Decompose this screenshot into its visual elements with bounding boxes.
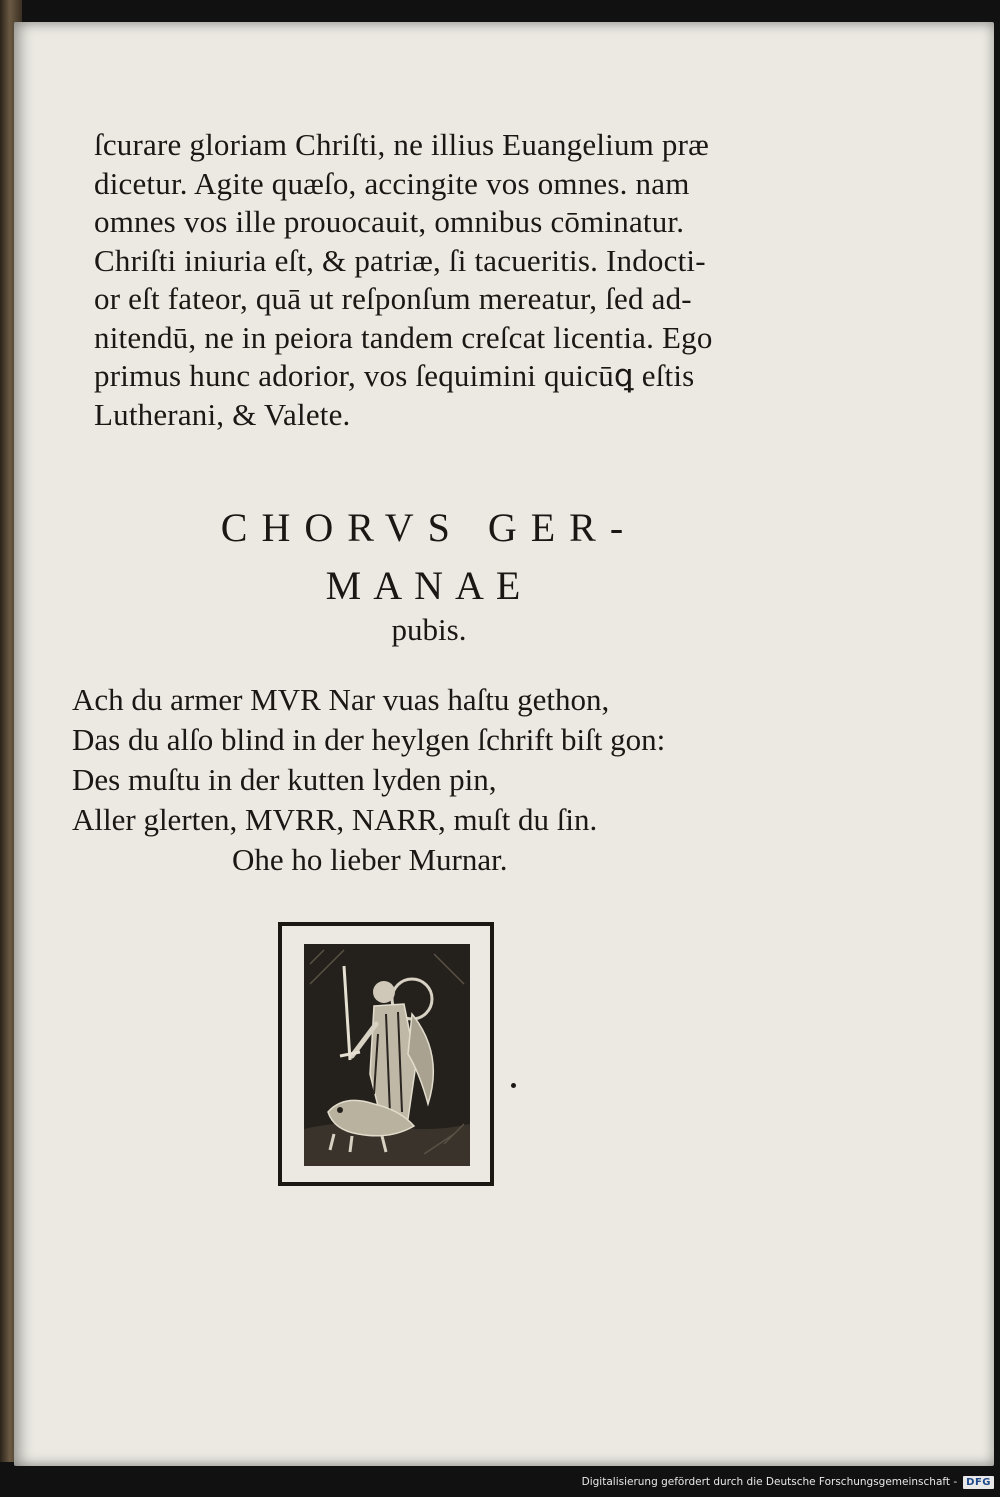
woodcut-figure-icon (304, 944, 470, 1166)
latin-prose-block (94, 126, 794, 434)
prose-line: nitendū, ne in peiora tandem creſcat licentia. Ego (94, 319, 713, 355)
digitization-footer (582, 1471, 994, 1493)
prose-line: omnes vos ille prouocauit, omnibus cōminatur. (94, 204, 685, 239)
woodcut-illustration (304, 944, 470, 1166)
verse-line: Das du alſo blind in der heylgen ſchrift biſt gon: (72, 722, 666, 757)
prose-line: or eſt fateor, quā ut reſponſum mereatur, ſed ad- (94, 281, 692, 316)
section-heading-line-3: pubis. (391, 612, 467, 647)
prose-line: dicetur. Agite quæſo, accingite vos omnes. nam (94, 165, 690, 201)
verse-line: Ach du armer MVR Nar vuas haſtu gethon, (72, 682, 610, 717)
section-heading-line-1: CHORVS GER- (220, 505, 638, 550)
verse-line: Aller glerten, MVRR, NARR, muſt du ſin. (72, 802, 598, 837)
prose-line: Chriſti iniuria eſt, & patriæ, ſi tacueritis. Indocti- (94, 242, 706, 278)
verse-line: Des muſtu in der kutten lyden pin, (72, 762, 497, 797)
prose-line: Lutherani, & Valete. (94, 396, 351, 432)
footer-credit-text: Digitalisierung gefördert durch die Deutsche Forschungsgemeinschaft - (581, 1476, 958, 1488)
book-page (14, 22, 994, 1466)
verse-refrain: Ohe ho lieber Murnar. (232, 842, 508, 877)
section-heading-line-2: MANAE (325, 563, 533, 608)
prose-line: ſcurare gloriam Chriſti, ne illius Euangelium præ (94, 127, 710, 162)
woodcut-illustration-frame (278, 922, 494, 1186)
german-verse-block (72, 680, 792, 880)
prose-line: primus hunc adorior, vos ſequimini quicūꝗ eſtis (94, 358, 695, 393)
dfg-logo-icon: DFG (963, 1476, 994, 1489)
ink-dot (511, 1083, 516, 1088)
